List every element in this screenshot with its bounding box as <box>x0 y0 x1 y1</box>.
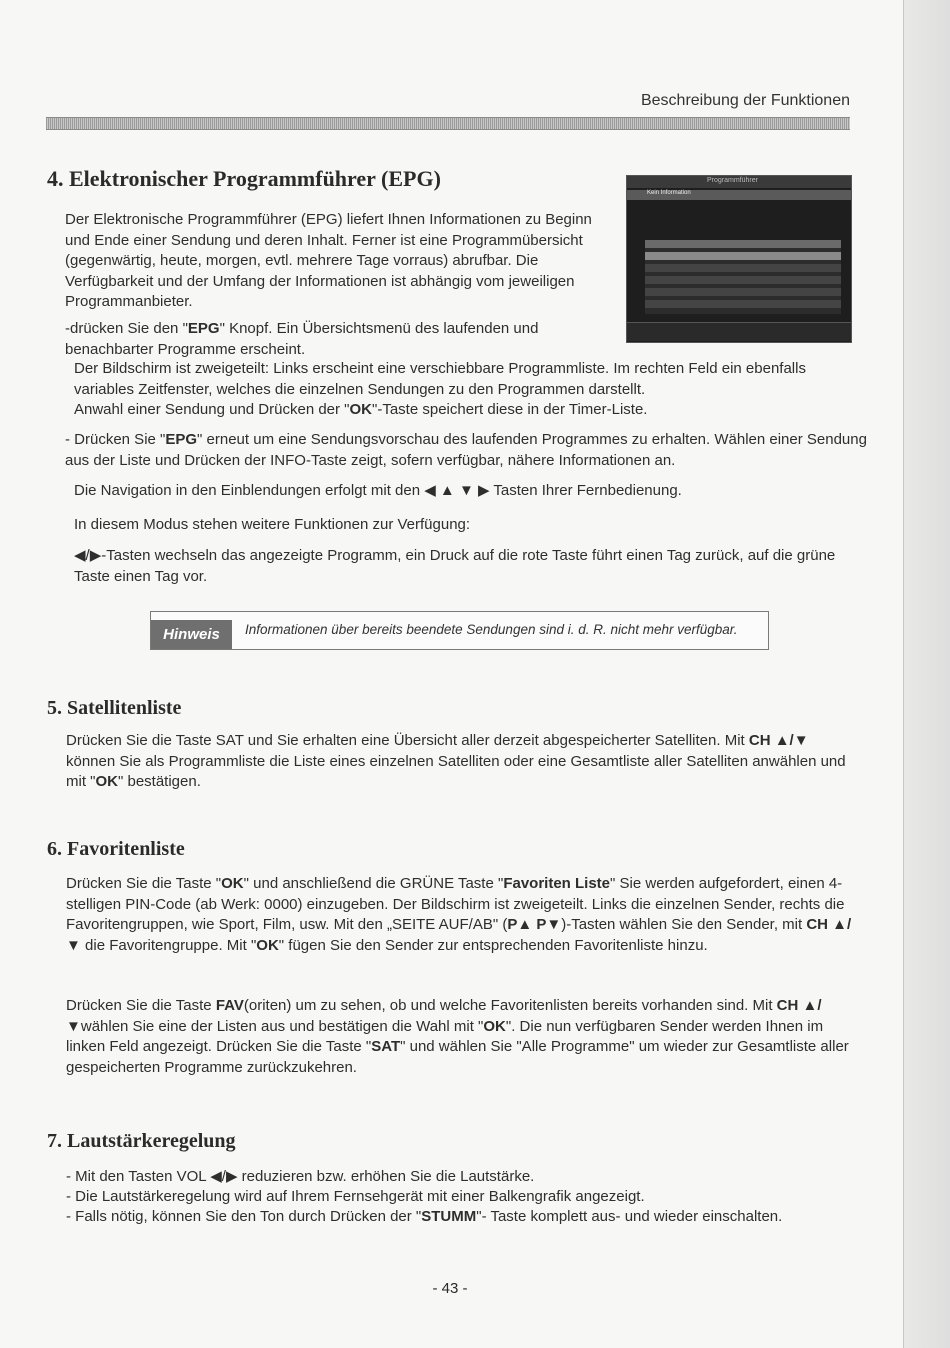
page-edge <box>903 0 950 1348</box>
epg-screenshot-footer <box>627 322 851 341</box>
section-heading-favoriten: 6. Favoritenliste <box>47 838 185 860</box>
hinweis-text: Informationen über bereits beendete Sendungen sind i. d. R. nicht mehr verfügbar. <box>245 622 738 637</box>
epg-screenshot-row <box>645 264 841 272</box>
page-number: - 43 - <box>432 1280 468 1297</box>
epg-screenshot-row <box>645 288 841 296</box>
lautstaerke-line-2: - Die Lautstärkeregelung wird auf Ihrem Fernsehgerät mit einer Balkengrafik angezeigt. <box>66 1188 645 1205</box>
epg-screenshot-title: Programmführer <box>707 177 758 184</box>
favoriten-paragraph-2: Drücken Sie die Taste FAV(oriten) um zu sehen, ob und welche Favoritenlisten bereits vorhanden sind. Mit CH ▲/▼wählen Sie eine der Listen aus und bestätigen die Wahl mit "OK". Die nun verfügbaren Sender werden Ihnen im linken Feld angezeigt. Drücken Sie die Taste "SAT" und wählen Sie "Alle Programme" um wieder zur Gesamtliste aller gespeicherten Programme zurückzukehren. <box>66 997 849 1076</box>
header-title: Beschreibung der Funktionen <box>640 92 850 109</box>
epg-arrows: ◀/▶-Tasten wechseln das angezeigte Programm, ein Druck auf die rote Taste führt einen Tag zurück, auf die grüne Taste einen Tag vor. <box>74 547 836 585</box>
epg-intro: Der Elektronische Programmführer (EPG) liefert Ihnen Informationen zu Beginn und Ende einer Sendung und deren Inhalt. Ferner ist eine Programmübersicht (gegenwärtig, heute, morgen, evtl. mehrere Tage vorraus) abrufbar. Die Verfügbarkeit und der Umfang der Informationen ist abhängig vom jeweiligen Programmanbieter. <box>65 211 592 310</box>
epg-screenshot-info: Kein Information <box>647 190 691 196</box>
epg-step1: -drücken Sie den "EPG" Knopf. Ein Übersichtsmenü des laufenden und benachbarter Programme erscheint. <box>65 320 539 358</box>
epg-screenshot-row <box>645 252 841 260</box>
epg-screenshot-infobar <box>627 190 851 200</box>
section-heading-lautstaerke: 7. Lautstärkeregelung <box>47 1130 236 1152</box>
epg-screenshot-row <box>645 300 841 308</box>
epg-step2: - Drücken Sie "EPG" erneut um eine Sendungsvorschau des laufenden Programmes zu erhalten. Wählen einer Sendung aus der Liste und Drücken der INFO-Taste zeigt, sofern verfügbar, nähere Informationen an. <box>65 431 867 469</box>
lautstaerke-line-3: - Falls nötig, können Sie den Ton durch Drücken der "STUMM"- Taste komplett aus- und wieder einschalten. <box>66 1208 783 1225</box>
epg-mode: In diesem Modus stehen weitere Funktionen zur Verfügung: <box>74 516 471 533</box>
satellit-text: Drücken Sie die Taste SAT und Sie erhalten eine Übersicht aller derzeit abgespeicherter Satelliten. Mit CH ▲/▼ können Sie als Programmliste die Liste eines einzelnen Satelliten oder eine Gesamtliste aller Satelliten anwählen und mit "OK" bestätigen. <box>66 732 846 790</box>
epg-step1-detail: Der Bildschirm ist zweigeteilt: Links erscheint eine verschiebbare Programmliste. Im rechten Feld ein ebenfalls variables Zeitfenster, welches die einzelnen Sendungen zu den Programmen darstellt. <box>74 360 806 398</box>
epg-screenshot-row <box>645 240 841 248</box>
epg-screenshot-image <box>626 175 852 343</box>
epg-screenshot-row <box>645 276 841 284</box>
section-heading-epg: 4. Elektronischer Programmführer (EPG) <box>47 166 441 191</box>
epg-navigation: Die Navigation in den Einblendungen erfolgt mit den ◀ ▲ ▼ ▶ Tasten Ihrer Fernbedienung. <box>74 482 682 499</box>
lautstaerke-line-1: - Mit den Tasten VOL ◀/▶ reduzieren bzw. erhöhen Sie die Lautstärke. <box>66 1168 535 1185</box>
epg-screenshot-titlebar <box>627 176 851 188</box>
favoriten-paragraph-1: Drücken Sie die Taste "OK" und anschließend die GRÜNE Taste "Favoriten Liste" Sie werden aufgefordert, einen 4-stelligen PIN-Code (ab Werk: 0000) einzugeben. Der Bildschirm ist zweigeteilt. Links die einzelnen Sender, rechts die Favoritengruppen, wie Sport, Film, usw. Mit den „SEITE AUF/AB" (P▲ P▼)-Tasten wählen Sie den Sender, mit CH ▲/▼ die Favoritengruppe. Mit "OK" fügen Sie den Sender zur entsprechenden Favoritenliste hinzu. <box>66 875 852 954</box>
hinweis-box <box>150 611 769 650</box>
header-divider <box>46 117 850 130</box>
hinweis-label: Hinweis <box>151 620 232 649</box>
section-heading-satellit: 5. Satellitenliste <box>47 697 182 719</box>
epg-step1-timer: Anwahl einer Sendung und Drücken der "OK"-Taste speichert diese in der Timer-Liste. <box>74 401 648 418</box>
